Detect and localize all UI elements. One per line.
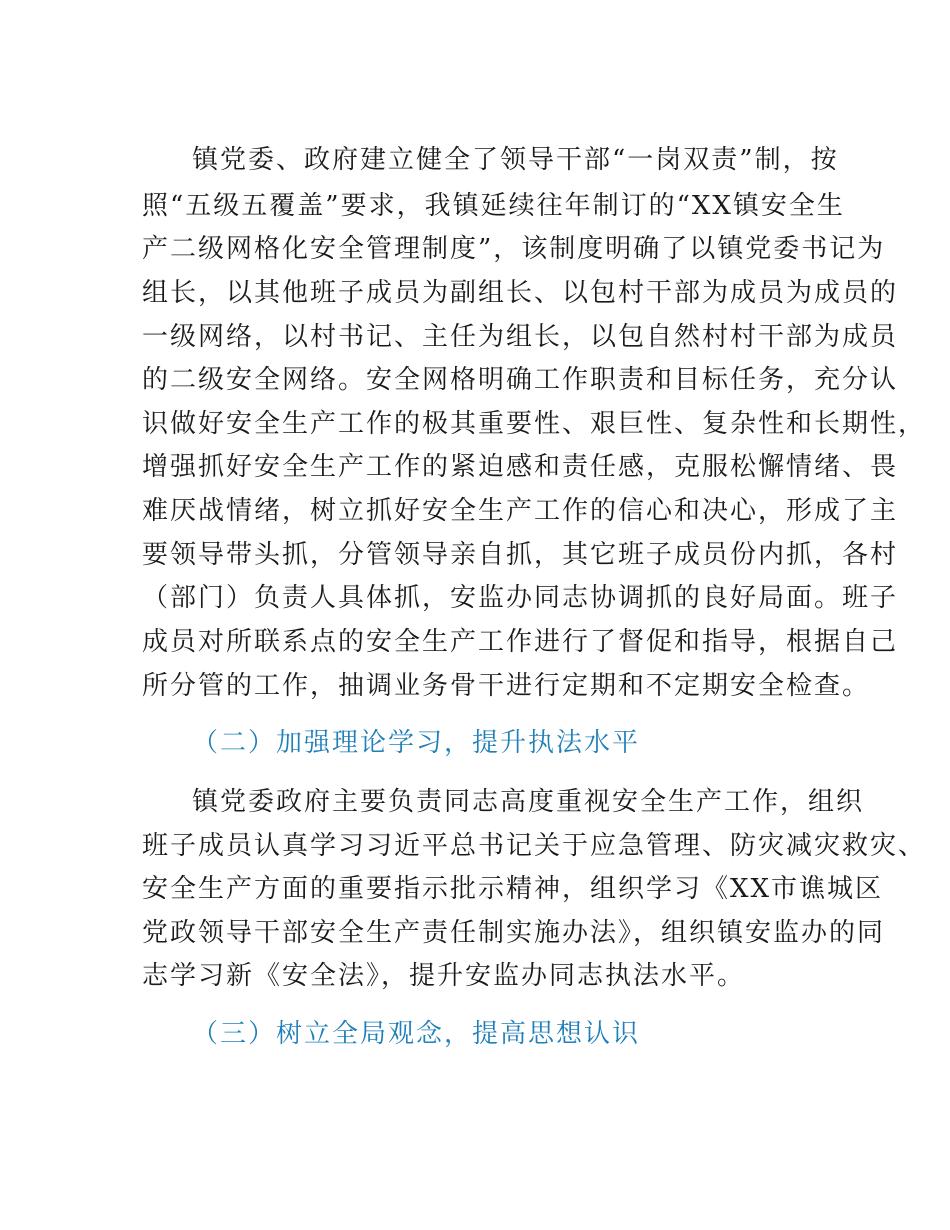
paragraph-1-line-7: 识做好安全生产工作的极其重要性、艰巨性、复杂性和长期性，	[142, 409, 927, 439]
paragraph-1-line-13: 所分管的工作，抽调业务骨干进行定期和不定期安全检查。	[142, 671, 871, 701]
paragraph-2-line-4: 党政领导干部安全生产责任制实施办法》，组织镇安监办的同	[142, 918, 886, 948]
section-heading-2: （二）加强理论学习，提升执法水平	[192, 728, 641, 758]
paragraph-1-line-4: 组长，以其他班子成员为副组长、以包村干部为成员为成员的	[142, 278, 899, 308]
paragraph-1-line-12: 成员对所联系点的安全生产工作进行了督促和指导，根据自己	[142, 627, 899, 657]
paragraph-1-line-10: 要领导带头抓，分管领导亲自抓，其它班子成员份内抓，各村	[142, 540, 899, 570]
paragraph-1-line-1: 镇党委、政府建立健全了领导干部“一岗双责”制，按	[192, 145, 839, 175]
paragraph-1-line-5: 一级网络，以村书记、主任为组长，以包自然村村干部为成员	[142, 322, 899, 352]
paragraph-2-line-1: 镇党委政府主要负责同志高度重视安全生产工作，组织	[192, 787, 865, 817]
paragraph-2-line-5: 志学习新《安全法》，提升安监办同志执法水平。	[142, 961, 746, 991]
paragraph-1-line-6: 的二级安全网络。安全网格明确工作职责和目标任务，充分认	[142, 365, 899, 395]
paragraph-2-line-3: 安全生产方面的重要指示批示精神，组织学习《XX市谯城区	[142, 874, 884, 904]
paragraph-2-line-2: 班子成员认真学习习近平总书记关于应急管理、防灾减灾救灾、	[142, 831, 927, 861]
paragraph-1-line-11: （部门）负责人具体抓，安监办同志协调抓的良好局面。班子	[142, 583, 899, 613]
section-heading-3: （三）树立全局观念，提高思想认识	[192, 1019, 641, 1049]
paragraph-1-line-9: 难厌战情绪，树立抓好安全生产工作的信心和决心，形成了主	[142, 496, 899, 526]
paragraph-1-line-2: 照“五级五覆盖”要求，我镇延续往年制订的“XX镇安全生	[142, 191, 845, 221]
paragraph-1-line-8: 增强抓好安全生产工作的紧迫感和责任感，克服松懈情绪、畏	[142, 452, 899, 482]
paragraph-1-line-3: 产二级网格化安全管理制度”，该制度明确了以镇党委书记为	[142, 234, 886, 264]
